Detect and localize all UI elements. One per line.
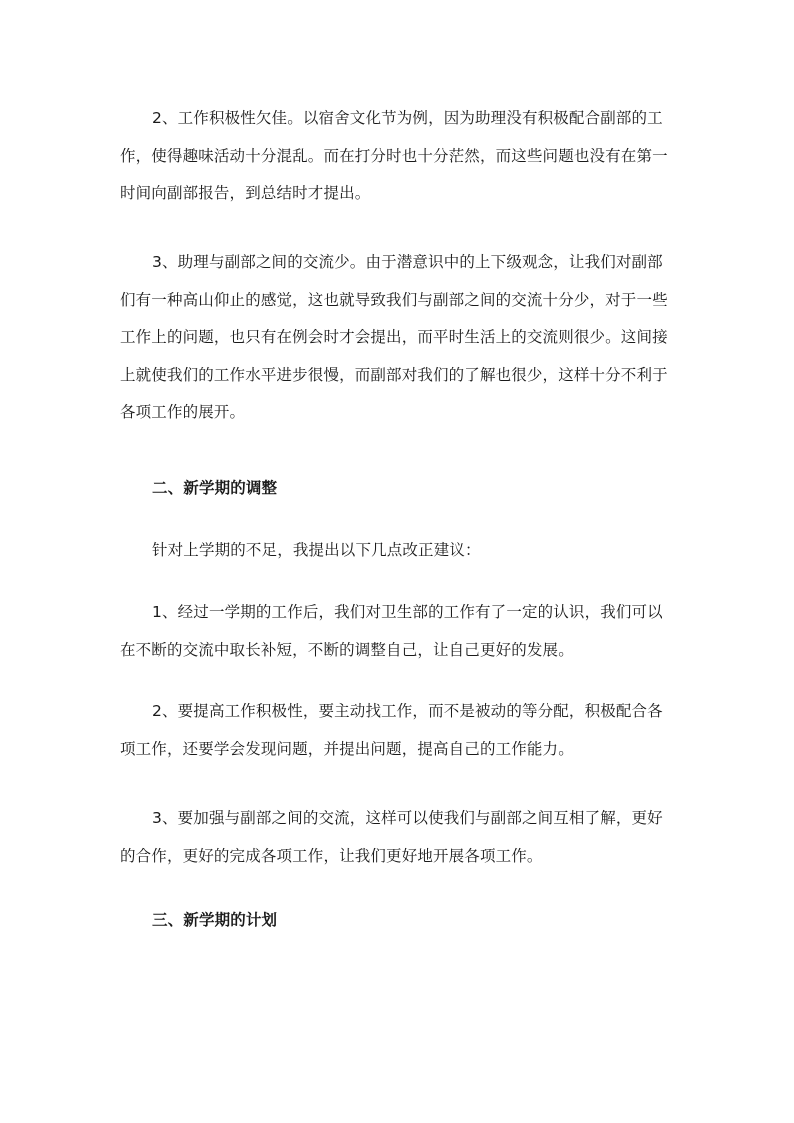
- paragraph-line: 针对上学期的不足，我提出以下几点改正建议：: [152, 541, 481, 559]
- paragraph-line: 3、助理与副部之间的交流少。由于潜意识中的上下级观念，让我们对副部: [152, 253, 663, 271]
- paragraph-line: 工作上的问题，也只有在例会时才会提出，而平时生活上的交流则很少。这间接: [120, 328, 668, 346]
- paragraph-work-enthusiasm: [120, 100, 678, 213]
- paragraph-line: 们有一种高山仰止的感觉，这也就导致我们与副部之间的交流十分少，对于一些: [120, 290, 668, 309]
- paragraph-line: 的合作，更好的完成各项工作，让我们更好地开展各项工作。: [120, 846, 543, 865]
- section-heading: 三、新学期的计划: [152, 911, 278, 929]
- paragraph-line: 2、要提高工作积极性，要主动找工作，而不是被动的等分配，积极配合各: [152, 702, 663, 720]
- section-heading-adjustment: [120, 470, 678, 508]
- section-heading: 二、新学期的调整: [152, 479, 278, 497]
- paragraph-line: 各项工作的展开。: [120, 403, 246, 421]
- paragraph-line: 时间向副部报告，到总结时才提出。: [120, 184, 371, 202]
- paragraph-suggestion-2: [120, 693, 678, 768]
- paragraph-line: 上就使我们的工作水平进步很慢，而副部对我们的了解也很少，这样十分不利于: [120, 365, 668, 384]
- paragraph-suggestion-1: [120, 594, 678, 669]
- paragraph-line: 3、要加强与副部之间的交流，这样可以使我们与副部之间互相了解，更好: [152, 809, 663, 827]
- paragraph-line: 在不断的交流中取长补短，不断的调整自己，让自己更好的发展。: [120, 640, 574, 659]
- paragraph-intro-suggestions: [120, 532, 678, 570]
- paragraph-line: 2、工作积极性欠佳。以宿舍文化节为例，因为助理没有积极配合副部的工: [152, 109, 663, 127]
- section-heading-plan: [120, 902, 678, 940]
- paragraph-communication: [120, 244, 678, 432]
- paragraph-line: 作，使得趣味活动十分混乱。而在打分时也十分茫然，而这些问题也没有在第一: [120, 146, 668, 165]
- paragraph-line: 1、经过一学期的工作后，我们对卫生部的工作有了一定的认识，我们可以: [152, 603, 663, 621]
- paragraph-line: 项工作，还要学会发现问题，并提出问题，提高自己的工作能力。: [120, 739, 574, 758]
- paragraph-suggestion-3: [120, 800, 678, 875]
